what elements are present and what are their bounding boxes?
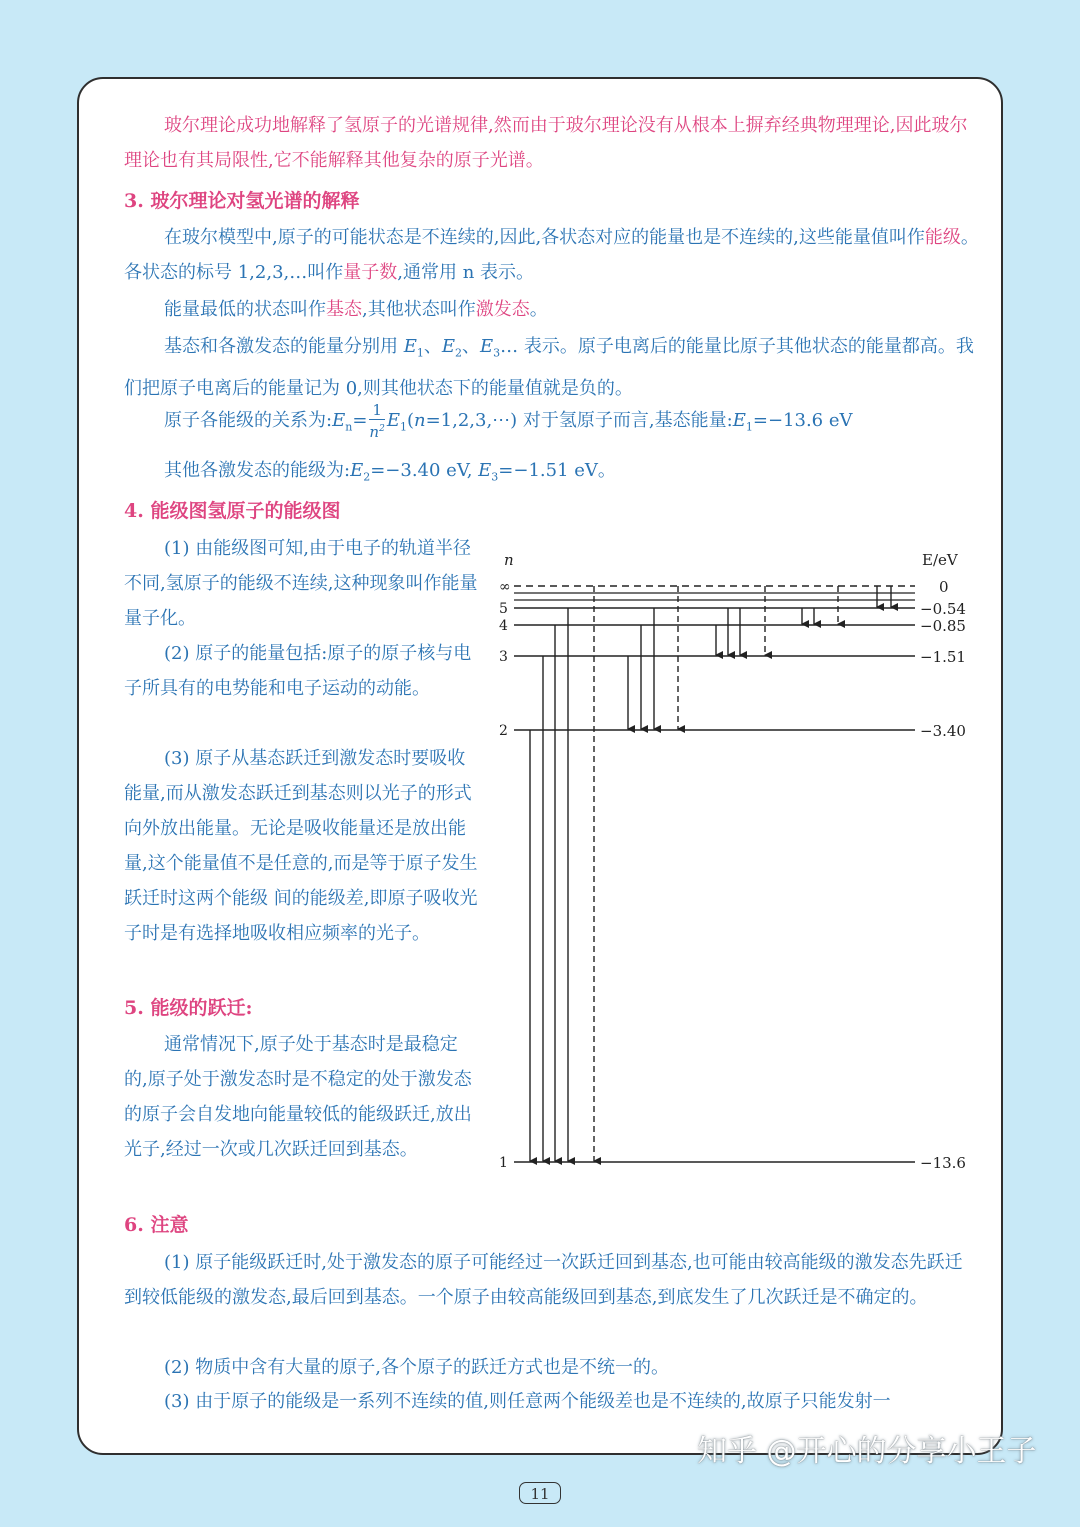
s3-p3-text-a: 基态和各激发态的能量分别用 [164, 336, 404, 357]
intro-text: ,然而由于玻尔理论没有从根本上摒弃经典物理理论,因此玻尔理论也有其局限性, [124, 115, 968, 171]
s3-p1-text-a: 在玻尔模型中,原子的可能状态是不连续的,因此,各状态对应的能量也是不连续的,这些能量值叫作 [164, 227, 925, 248]
term-excited-state: 激发态 [475, 299, 530, 320]
s3-p2-text-a: 能量最低的状态叫作 [164, 299, 326, 320]
section-5-heading: 5. 能级的跃迁: [124, 997, 253, 1019]
section-3-paragraph-3: 基态和各激发态的能量分别用 $E_1$、$E_2$、$E_3\dots$ 表示。原子电离后的能量比原子其他状态的能量都高。我们把原子电离后的能量记为 0,则其他状态下的能量值就是负的。 [124, 336, 974, 399]
section-3-paragraph-2 [124, 292, 980, 327]
level-n-label: ∞ [499, 579, 511, 595]
e3-value: =−1.51 eV。 [498, 460, 616, 481]
intro-highlight-2: 它不能解释其他复杂的原子光谱。 [273, 150, 544, 171]
level-energy-label: −3.40 [920, 722, 966, 740]
ground-energy-value: =−13.6 eV [752, 410, 853, 431]
formula-lead: 原子各能级的关系为: [164, 410, 333, 431]
e2-value: =−3.40 eV, [370, 460, 473, 481]
section-6-point-2: (2) 物质中含有大量的原子,各个原子的跃迁方式也是不统一的。 [164, 1357, 669, 1378]
n-axis-label: n [504, 551, 514, 569]
watermark: 知乎 @开心的分享小王子 [697, 1434, 1037, 1469]
level-n-label: 3 [499, 649, 508, 665]
section-4-point-3: (3) 原子从基态跃迁到激发态时要吸收能量,而从激发态跃迁到基态则以光子的形式向外放出能量。无论是吸收能量还是放出能量,这个能量值不是任意的,而是等于原子发生跃迁时这两个能级 间的能级差,即原子吸收光子时是有选择地吸收相应频率的光子。 [124, 748, 478, 944]
term-quantum-number: 量子数 [343, 262, 398, 283]
level-energy-label: −13.6 [920, 1154, 966, 1172]
term-ground-state: 基态 [326, 299, 362, 320]
section-6-heading: 6. 注意 [124, 1214, 189, 1236]
section-3-paragraph-1 [124, 220, 980, 290]
s3-p1-text-b: 。 各状态的标号 1,2,3,…叫作 [124, 227, 979, 283]
section-6-point-3: (3) 由于原子的能级是一系列不连续的值,则任意两个能级差也是不连续的,故原子只能发射一 [164, 1391, 891, 1412]
level-energy-label: −0.54 [920, 600, 966, 618]
level-energy-label: 0 [939, 578, 949, 596]
page-number: 11 [519, 1482, 561, 1504]
s3-p5-text-a: 其他各激发态的能级为: [164, 460, 351, 481]
levels-group [499, 578, 966, 1172]
s3-p1-text-c: ,通常用 n 表示。 [397, 262, 535, 283]
s3-p3-text-b: … 表示。原子电离后的能量比原子其他状态的能量都高。我们把原子电离后的能量记为 0,则其他状态下的能量值就是负的。 [124, 336, 974, 399]
section-5-paragraph: 通常情况下,原子处于基态时是最稳定的,原子处于激发态时是不稳定的处于激发态的原子会自发地向能量较低的能级跃迁,放出光子,经过一次或几次跃迁回到基态。 [124, 1034, 472, 1160]
s3-p2-text-c: 。 [529, 299, 548, 320]
level-n-label: 2 [499, 723, 508, 739]
section-3-heading: 3. 玻尔理论对氢光谱的解释 [124, 190, 360, 212]
term-energy-level: 能级 [924, 227, 961, 248]
section-6-point-1: (1) 原子能级跃迁时,处于激发态的原子可能经过一次跃迁回到基态,也可能由较高能级的激发态先跃迁到较低能级的激发态,最后回到基态。一个原子由较高能级回到基态,到底发生了几次跃迁是不确定的。 [124, 1252, 963, 1308]
energy-axis-label: E/eV [922, 551, 958, 569]
level-energy-label: −1.51 [920, 648, 966, 666]
energy-level-formula: 原子各能级的关系为$:E_n=$ $\frac{1}{n^2}$ $E_1(n=1,2,3,\cdots)$ 对于氢原子而言,基态能量$:E_1=-13.6$ eV [164, 401, 853, 441]
level-energy-label: −0.85 [920, 617, 966, 635]
transition-arrows [530, 586, 891, 1161]
section-4-point-1: (1) 由能级图可知,由于电子的轨道半径不同,氢原子的能级不连续,这种现象叫作能量量子化。 [124, 538, 478, 629]
hydrogen-energy-level-diagram [490, 540, 980, 1180]
level-n-label: 1 [499, 1155, 508, 1171]
intro-highlight: 玻尔理论成功地解释了氢原子的光谱规律 [164, 115, 488, 136]
section-4-heading: 4. 能级图氢原子的能级图 [124, 500, 341, 522]
intro-paragraph [124, 108, 980, 178]
fraction-1-over-n2: $\frac{1}{n^2}$ [369, 401, 385, 441]
section-3-paragraph-5: 其他各激发态的能级为$:E_2=-3.40$ eV, $E_3=-1.51$ eV。 [164, 460, 616, 484]
s3-p2-text-b: ,其他状态叫作 [362, 299, 476, 320]
formula-tail: 对于氢原子而言,基态能量: [522, 410, 733, 431]
section-4-point-2: (2) 原子的能量包括:原子的原子核与电子所具有的电势能和电子运动的动能。 [124, 643, 472, 699]
level-n-label: 4 [499, 618, 508, 634]
level-n-label: 5 [499, 601, 508, 617]
